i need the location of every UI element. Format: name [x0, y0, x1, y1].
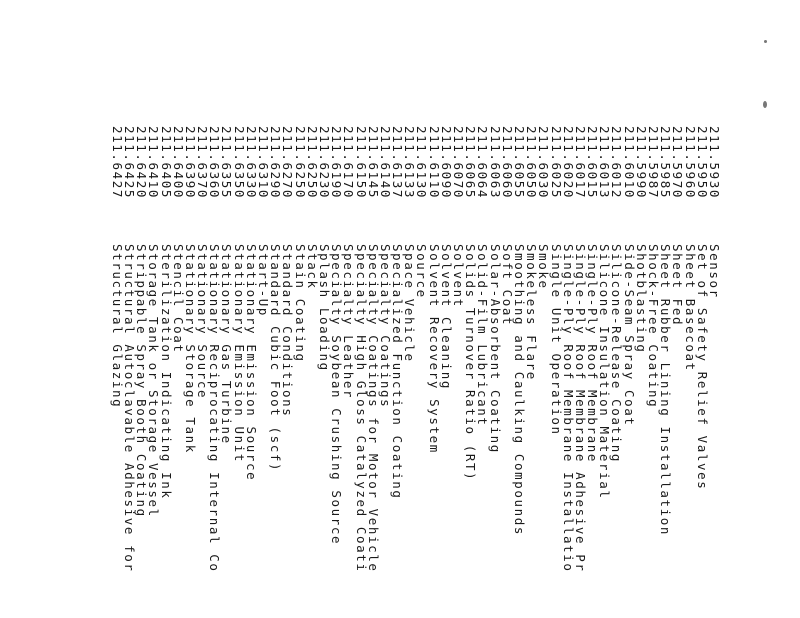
defined-term: Stencil Coat — [170, 244, 186, 354]
glossary-entry — [696, 126, 708, 618]
section-number: 211.6030 — [536, 126, 552, 200]
defined-term: Single-Ply Roof Membrane Adhesive Pr — [572, 244, 588, 573]
defined-term: Sheet Basecoat — [682, 244, 698, 372]
defined-term: Soft Coat — [499, 244, 515, 327]
defined-term: Sheet Fed — [670, 244, 686, 327]
defined-term: Single-Ply Roof Membrane Installatio — [560, 244, 576, 573]
defined-term: Splash Loading — [317, 244, 332, 372]
glossary-entry — [111, 126, 123, 618]
section-number: 211.6145 — [365, 126, 381, 200]
defined-term: Smoothing and Caulking Compounds — [512, 244, 527, 537]
glossary-entry — [353, 126, 369, 618]
glossary-list — [111, 126, 720, 618]
defined-term: Sterilization Indicating Ink — [158, 244, 174, 500]
section-number: 211.6110 — [426, 126, 442, 200]
defined-term: Stationary Emission Source — [243, 244, 259, 482]
section-number: 211.6230 — [317, 126, 332, 200]
section-number: 211.5950 — [694, 126, 710, 200]
glossary-entry — [184, 126, 196, 618]
defined-term: Stationary Gas Turbine — [219, 244, 235, 445]
section-number: 211.6350 — [231, 126, 247, 200]
section-number: 211.6190 — [329, 126, 345, 200]
section-number: 211.6010 — [621, 126, 637, 200]
section-number: 211.5985 — [658, 126, 674, 200]
defined-term: Specialty Leather — [341, 244, 357, 400]
section-number: 211.5970 — [670, 126, 686, 200]
section-number: 211.6150 — [353, 126, 369, 200]
defined-term: Stationary Source — [195, 244, 211, 400]
defined-term: Specialized Function Coating — [390, 244, 406, 500]
defined-term: Shock-Free Coating — [646, 244, 662, 409]
defined-term: Shotblasting — [633, 244, 649, 354]
defined-term: Structural Glazing — [109, 244, 125, 409]
defined-term: Stationary Emission Unit — [231, 244, 247, 464]
defined-term: Solid-Film Lubricant — [475, 244, 491, 427]
defined-term: Space Vehicle — [402, 244, 418, 363]
defined-term: Sensor — [707, 244, 722, 299]
section-number: 211.6270 — [280, 126, 296, 200]
defined-term: Silicone Insulation Material — [597, 244, 613, 500]
defined-term: Specialty Coatings for Motor Vehicle — [365, 244, 381, 573]
section-number: 211.6013 — [597, 126, 613, 200]
glossary-entry — [306, 126, 318, 618]
glossary-entry — [233, 126, 245, 618]
defined-term: Stationary Storage Tank — [182, 244, 198, 454]
section-number: 211.5987 — [646, 126, 662, 200]
defined-term: Solids Turnover Ratio (RT) — [463, 244, 479, 482]
glossary-entry — [670, 126, 686, 618]
section-number: 211.6090 — [438, 126, 454, 200]
defined-term: Specialty Soybean Crushing Source — [329, 244, 345, 546]
section-number: 211.6290 — [268, 126, 284, 200]
section-number: 211.6055 — [512, 126, 527, 200]
defined-term: Smokeless Flare — [524, 244, 540, 381]
defined-term: Solvent Cleaning — [438, 244, 454, 391]
section-number: 211.6370 — [195, 126, 211, 200]
section-number: 211.6250 — [304, 126, 320, 200]
section-number: 211.6063 — [487, 126, 503, 200]
glossary-entry — [219, 126, 235, 618]
defined-term: Silicone-Release Coating — [609, 244, 625, 464]
section-number: 211.6427 — [109, 126, 125, 200]
glossary-entry — [536, 126, 552, 618]
scan-speck — [764, 40, 767, 43]
defined-term: Specialty Coatings — [377, 244, 393, 409]
defined-term: Single Unit Operation — [548, 244, 564, 436]
defined-term: Smoke — [536, 244, 552, 290]
section-number: 211.6130 — [414, 126, 430, 200]
section-number: 211.6050 — [524, 126, 540, 200]
section-number: 211.6400 — [170, 126, 186, 200]
glossary-entry — [463, 126, 479, 618]
defined-term: Stack — [304, 244, 320, 290]
defined-term: Source — [414, 244, 430, 299]
defined-term: Single-Ply Roof Membrane — [585, 244, 601, 464]
glossary-entry — [513, 126, 525, 618]
section-number: 211.6170 — [341, 126, 357, 200]
section-number: 211.5930 — [707, 126, 722, 200]
section-number: 211.6140 — [377, 126, 393, 200]
defined-term: Solvent — [451, 244, 467, 308]
section-number: 211.6060 — [499, 126, 515, 200]
defined-term: Solvent Recovery System — [426, 244, 442, 454]
scan-speck — [763, 101, 767, 108]
glossary-entry — [341, 126, 357, 618]
glossary-entry — [158, 126, 174, 618]
section-number: 211.6355 — [219, 126, 235, 200]
glossary-entry — [268, 126, 284, 618]
glossary-entry — [318, 126, 330, 618]
defined-term: Start-Up — [256, 244, 272, 318]
glossary-entry — [646, 126, 662, 618]
defined-term: Structural Autoclavable Adhesive for — [122, 244, 137, 573]
glossary-entry — [475, 126, 491, 618]
section-number: 211.6015 — [585, 126, 601, 200]
section-number: 211.5960 — [682, 126, 698, 200]
glossary-entry — [548, 126, 564, 618]
section-number: 211.6250 — [292, 126, 308, 200]
defined-term: Standard Cubic Foot (scf) — [268, 244, 284, 473]
glossary-entry — [428, 126, 440, 618]
glossary-entry — [292, 126, 308, 618]
section-number: 211.6330 — [243, 126, 259, 200]
section-number: 211.6070 — [451, 126, 467, 200]
defined-term: Side-Seam Spray Coat — [621, 244, 637, 427]
section-number: 211.5990 — [633, 126, 649, 200]
section-number: 211.6133 — [402, 126, 418, 200]
section-number: 211.6360 — [207, 126, 223, 200]
defined-term: Storage Tank or Storage Vessel — [146, 244, 162, 518]
section-number: 211.6390 — [182, 126, 198, 200]
defined-term: Sheet Rubber Lining Installation — [658, 244, 674, 537]
section-number: 211.6017 — [572, 126, 588, 200]
section-number: 211.6425 — [122, 126, 137, 200]
section-number: 211.6064 — [475, 126, 491, 200]
section-number: 211.6020 — [560, 126, 576, 200]
section-number: 211.6405 — [158, 126, 174, 200]
glossary-entry — [623, 126, 635, 618]
section-number: 211.6310 — [256, 126, 272, 200]
glossary-entry — [414, 126, 430, 618]
section-number: 211.6012 — [609, 126, 625, 200]
glossary-entry — [280, 126, 296, 618]
defined-term: Standard Conditions — [280, 244, 296, 418]
glossary-entry — [609, 126, 625, 618]
glossary-entry — [487, 126, 503, 618]
defined-term: Set of Safety Relief Valves — [694, 244, 710, 491]
section-number: 211.6065 — [463, 126, 479, 200]
section-number: 211.6410 — [146, 126, 162, 200]
glossary-entry — [682, 126, 698, 618]
defined-term: Stationary Reciprocating Internal Co — [207, 244, 223, 573]
defined-term: Stain Coating — [292, 244, 308, 363]
defined-term: Specialty High Gloss Catalyzed Coati — [353, 244, 369, 573]
glossary-entry — [146, 126, 162, 618]
section-number: 211.6137 — [390, 126, 406, 200]
defined-term: Strippable Spray Booth Coating — [134, 244, 150, 518]
section-number: 211.6025 — [548, 126, 564, 200]
defined-term: Solar-Absorbent Coating — [487, 244, 503, 454]
glossary-entry — [329, 126, 345, 618]
section-number: 211.6420 — [134, 126, 150, 200]
